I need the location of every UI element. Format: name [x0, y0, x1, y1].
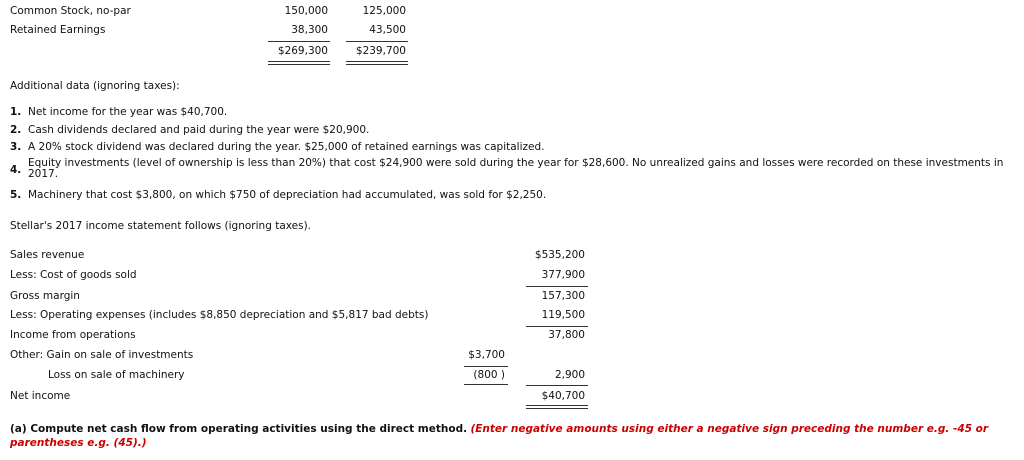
bs-total-double-rule-2016: [346, 61, 408, 65]
question-note-line-1: (Enter negative amounts using either a negative sign preceding the number e.g. -45 or: [470, 423, 989, 435]
is-rule-loss-col1-bottom: [464, 384, 508, 385]
question-text: (a) Compute net cash flow from operating activities using the direct method.: [10, 423, 468, 435]
bs-row-common-stock-label: Common Stock, no-par: [10, 5, 131, 17]
is-label-operating-expenses: Less: Operating expenses (includes $8,850 depreciation and $5,817 bad debts): [10, 309, 429, 321]
bs-row-retained-earnings-label: Retained Earnings: [10, 24, 106, 36]
is-value-other-total: 2,900: [554, 369, 585, 381]
is-label-income-from-operations: Income from operations: [10, 329, 136, 341]
item-number-1: 1.: [10, 106, 22, 118]
item-number-2: 2.: [10, 124, 22, 136]
is-value-income-from-operations: 37,800: [548, 329, 585, 341]
item-number-4: 4.: [10, 164, 22, 176]
item-number-5: 5.: [10, 189, 22, 201]
bs-row-common-stock-2017: 150,000: [284, 5, 328, 17]
bs-total-2017: $269,300: [277, 45, 328, 57]
question-note-line-2: parentheses e.g. (45).): [10, 437, 147, 449]
is-value-operating-expenses: 119,500: [541, 309, 585, 321]
is-label-cogs: Less: Cost of goods sold: [10, 269, 137, 281]
is-value-net-income: $40,700: [541, 390, 585, 402]
bs-total-double-rule-2017: [268, 61, 330, 65]
is-rule-loss-col1: [464, 366, 508, 367]
bs-total-2016: $239,700: [355, 45, 406, 57]
question-line-1: [10, 423, 988, 435]
is-label-gross-margin: Gross margin: [10, 290, 80, 302]
bs-subtotal-rule-2016: [346, 41, 408, 42]
bs-subtotal-rule-2017: [268, 41, 330, 42]
is-value-sales-revenue: $535,200: [534, 249, 585, 261]
item-text-2: Cash dividends declared and paid during the year were $20,900.: [28, 124, 370, 136]
is-rule-other-total: [526, 385, 588, 386]
is-net-income-double-rule: [526, 405, 588, 409]
bs-row-common-stock-2016: 125,000: [362, 5, 406, 17]
is-label-sales-revenue: Sales revenue: [10, 249, 85, 261]
is-rule-cogs: [526, 286, 588, 287]
is-label-loss-on-machinery: Loss on sale of machinery: [48, 369, 185, 381]
is-rule-operating-expenses: [526, 326, 588, 327]
item-text-5: Machinery that cost $3,800, on which $750 of depreciation had accumulated, was sold for $2,250.: [28, 189, 547, 201]
item-text-1: Net income for the year was $40,700.: [28, 106, 228, 118]
bs-row-retained-earnings-2017: 38,300: [291, 24, 328, 36]
additional-data-heading: Additional data (ignoring taxes):: [10, 80, 180, 92]
bs-row-retained-earnings-2016: 43,500: [369, 24, 406, 36]
item-text-4: Equity investments (level of ownership is less than 20%) that cost $24,900 were sold during the year for $28,600. No unrealized gains and losses were recorded on these investments in 2017.: [28, 157, 1004, 180]
item-text-3: A 20% stock dividend was declared during the year. $25,000 of retained earnings was capitalized.: [28, 141, 545, 153]
item-number-3: 3.: [10, 141, 22, 153]
is-value-gain-on-investments: $3,700: [468, 349, 505, 361]
income-statement-heading: Stellar's 2017 income statement follows (ignoring taxes).: [10, 220, 312, 232]
is-label-net-income: Net income: [10, 390, 71, 402]
is-value-cogs: 377,900: [541, 269, 585, 281]
is-value-loss-on-machinery: (800 ): [473, 369, 505, 381]
is-value-gross-margin: 157,300: [541, 290, 585, 302]
is-label-gain-on-investments: Other: Gain on sale of investments: [10, 349, 194, 361]
